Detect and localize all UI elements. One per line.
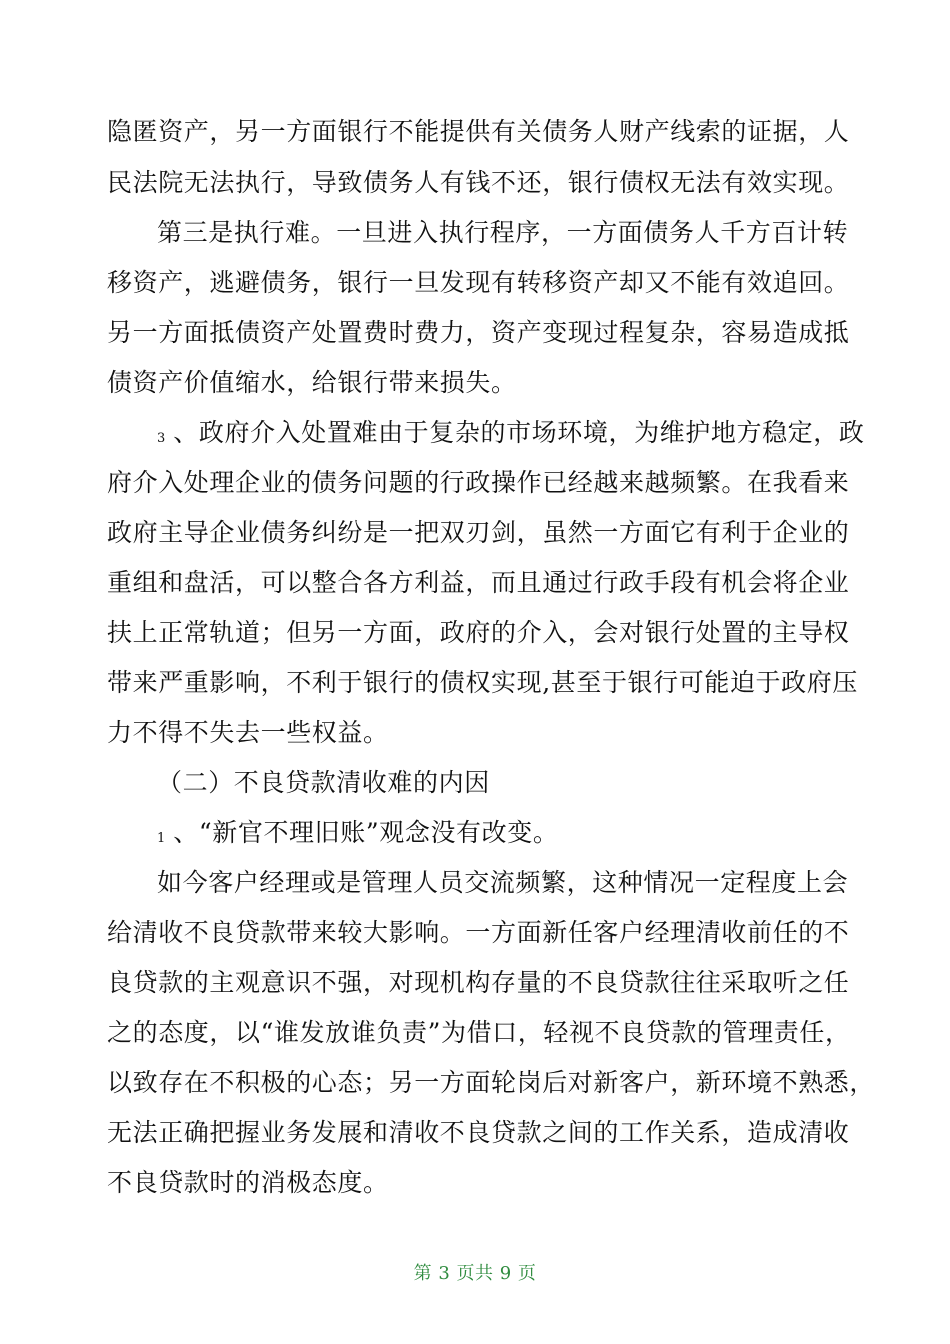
paragraph-line: 扶上正常轨道；但另一方面，政府的介入，会对银行处置的主导权	[107, 618, 850, 647]
paragraph-line: 隐匿资产，另一方面银行不能提供有关债务人财产线索的证据，人	[107, 117, 850, 146]
paragraph-line: 如今客户经理或是管理人员交流频繁，这种情况一定程度上会	[157, 868, 849, 897]
paragraph-line: 府介入处理企业的债务问题的行政操作已经越来越频繁。在我看来	[107, 468, 850, 497]
paragraph-line: 民法院无法执行，导致债务人有钱不还，银行债权无法有效实现。	[107, 168, 850, 197]
item-number: 3	[157, 431, 166, 446]
page-number-footer: 第 3 页共 9 页	[413, 1263, 537, 1284]
paragraph-line: 无法正确把握业务发展和清收不良贷款之间的工作关系，造成清收	[107, 1118, 850, 1147]
paragraph-line: 给清收不良贷款带来较大影响。一方面新任客户经理清收前任的不	[107, 918, 850, 947]
paragraph-line: 另一方面抵债资产处置费时费力，资产变现过程复杂，容易造成抵	[107, 318, 850, 347]
paragraph-line: 重组和盘活，可以整合各方利益，而且通过行政手段有机会将企业	[107, 568, 850, 597]
paragraph-line: 良贷款的主观意识不强，对现机构存量的不良贷款往往采取听之任	[107, 968, 850, 997]
section-heading: （二）不良贷款清收难的内因	[157, 768, 490, 797]
paragraph-line: 以致存在不积极的心态；另一方面轮岗后对新客户，新环境不熟悉，	[107, 1068, 876, 1097]
paragraph-line: 债资产价值缩水，给银行带来损失。	[107, 368, 517, 397]
paragraph-line: 不良贷款时的消极态度。	[107, 1168, 389, 1197]
item-number: 1	[157, 831, 166, 846]
item-text: 、“新官不理旧账”观念没有改变。	[173, 818, 559, 847]
numbered-paragraph-line	[157, 416, 865, 456]
paragraph-line: 移资产，逃避债务，银行一旦发现有转移资产却又不能有效追回。	[107, 268, 850, 297]
numbered-item	[157, 816, 847, 856]
paragraph-line: 之的态度，以“谁发放谁负责”为借口，轻视不良贷款的管理责任，	[107, 1018, 851, 1047]
paragraph-line: 带来严重影响，不利于银行的债权实现,甚至于银行可能迫于政府压	[107, 668, 858, 697]
paragraph-line: 政府主导企业债务纠纷是一把双刃剑，虽然一方面它有利于企业的	[107, 518, 850, 547]
paragraph-text: 、政府介入处置难由于复杂的市场环境，为维护地方稳定，政	[173, 418, 865, 447]
paragraph-line: 力不得不失去一些权益。	[107, 718, 389, 747]
paragraph-line: 第三是执行难。一旦进入执行程序，一方面债务人千方百计转	[157, 218, 849, 247]
